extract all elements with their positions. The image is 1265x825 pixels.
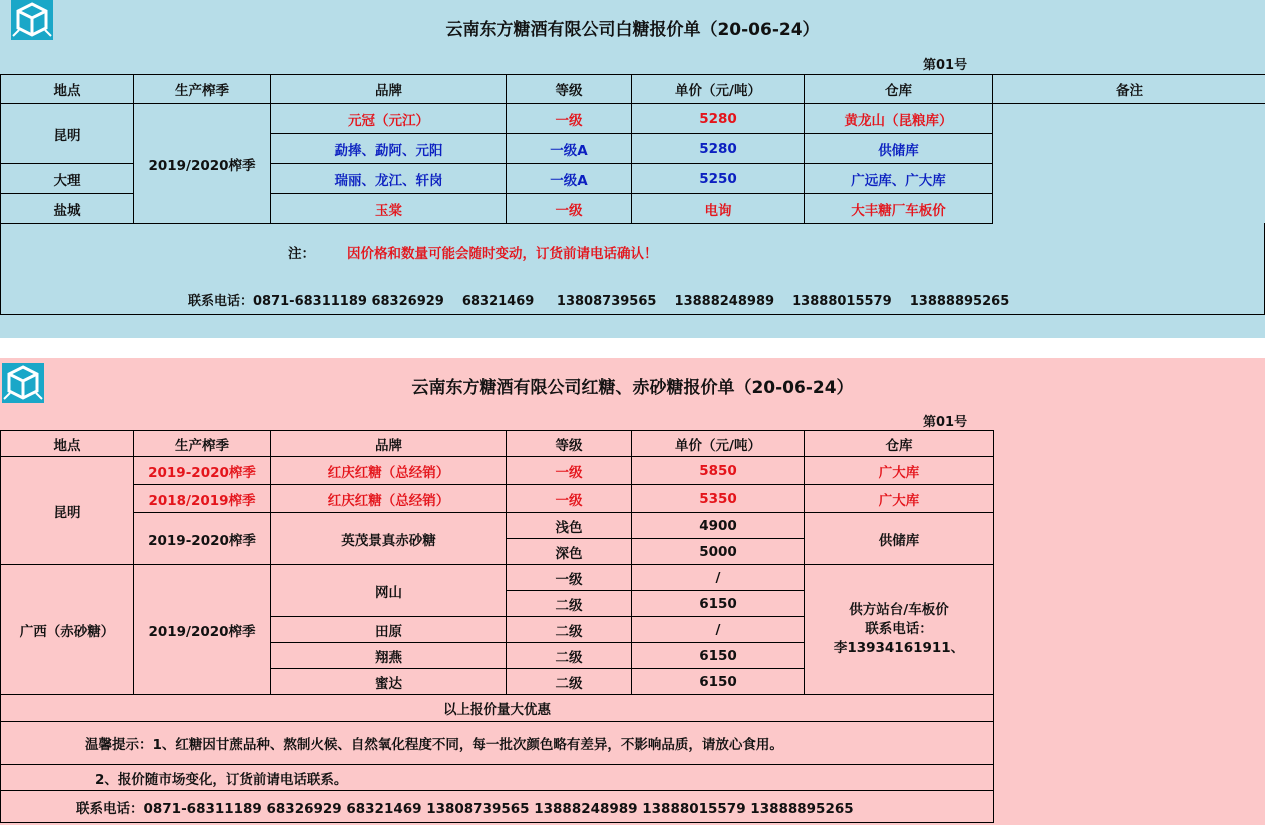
header-warehouse: 仓库 bbox=[805, 431, 994, 457]
brand-cell: 勐捧、勐阿、元阳 bbox=[271, 134, 507, 164]
location-cell: 昆明 bbox=[1, 457, 134, 565]
price-cell: 5000 bbox=[632, 539, 805, 565]
header-location: 地点 bbox=[1, 75, 134, 104]
grade-cell: 一级 bbox=[507, 457, 632, 485]
location-cell: 广西（赤砂糖） bbox=[1, 565, 134, 695]
white-sugar-table bbox=[0, 74, 1265, 224]
header-brand: 品牌 bbox=[271, 75, 507, 104]
price-cell: 6150 bbox=[632, 591, 805, 617]
location-cell: 盐城 bbox=[1, 194, 134, 224]
grade-cell: 一级A bbox=[507, 134, 632, 164]
warehouse-cell: 广大库 bbox=[805, 457, 994, 485]
table-row bbox=[1, 485, 994, 513]
contact-phones: 联系电话：0871-68311189 68326929 68321469 13808739565 13888248989 13888015579 13888895265 bbox=[1, 791, 994, 823]
grade-cell: 深色 bbox=[507, 539, 632, 565]
price-cell: / bbox=[632, 565, 805, 591]
warehouse-cell: 供储库 bbox=[805, 513, 994, 565]
note-label: 注： bbox=[288, 246, 315, 262]
grade-cell: 二级 bbox=[507, 591, 632, 617]
brand-cell: 田原 bbox=[271, 617, 507, 643]
warehouse-cell bbox=[805, 565, 994, 695]
remarks-cell bbox=[993, 104, 1265, 224]
warehouse-cell: 黄龙山（昆粮库） bbox=[805, 104, 993, 134]
discount-note: 以上报价量大优惠 bbox=[1, 695, 994, 722]
warehouse-cell: 广大库 bbox=[805, 485, 994, 513]
price-cell: 电询 bbox=[632, 194, 805, 224]
season-cell: 2019/2020榨季 bbox=[134, 104, 271, 224]
note-text: 因价格和数量可能会随时变动，订货前请电话确认！ bbox=[347, 246, 658, 262]
tip-2: 2、报价随市场变化，订货前请电话联系。 bbox=[1, 765, 994, 791]
grade-cell: 浅色 bbox=[507, 513, 632, 539]
header-grade: 等级 bbox=[507, 75, 632, 104]
season-cell: 2019-2020榨季 bbox=[134, 457, 271, 485]
price-cell: 4900 bbox=[632, 513, 805, 539]
price-cell: 5850 bbox=[632, 457, 805, 485]
header-season: 生产榨季 bbox=[134, 75, 271, 104]
contact-row bbox=[1, 791, 994, 823]
header-remarks: 备注 bbox=[993, 75, 1265, 104]
season-cell: 2019-2020榨季 bbox=[134, 513, 271, 565]
brown-sugar-title: 云南东方糖酒有限公司红糖、赤砂糖报价单（20-06-24） bbox=[411, 378, 854, 398]
location-cell: 昆明 bbox=[1, 104, 134, 164]
grade-cell: 一级A bbox=[507, 164, 632, 194]
table-header-row bbox=[1, 75, 1265, 104]
tip-row bbox=[1, 722, 994, 765]
grade-cell: 二级 bbox=[507, 643, 632, 669]
table-row bbox=[1, 104, 1265, 134]
brand-cell: 红庆红糖（总经销） bbox=[271, 485, 507, 513]
grade-cell: 一级 bbox=[507, 194, 632, 224]
price-cell: 6150 bbox=[632, 643, 805, 669]
sheet-number: 第01号 bbox=[923, 58, 968, 73]
contact-phones: 联系电话：0871-68311189 68326929 68321469 13808739565 13888248989 13888015579 13888895265 bbox=[188, 294, 1010, 309]
brand-cell: 元冠（元江） bbox=[271, 104, 507, 134]
table-row bbox=[1, 513, 994, 539]
header-warehouse: 仓库 bbox=[805, 75, 993, 104]
table-header-row bbox=[1, 431, 994, 457]
grade-cell: 二级 bbox=[507, 617, 632, 643]
header-price: 单价（元/吨） bbox=[632, 431, 805, 457]
season-cell: 2018/2019榨季 bbox=[134, 485, 271, 513]
warehouse-line: 李13934161911、 bbox=[833, 640, 965, 656]
brand-cell: 网山 bbox=[271, 565, 507, 617]
warehouse-cell: 供储库 bbox=[805, 134, 993, 164]
header-grade: 等级 bbox=[507, 431, 632, 457]
season-cell: 2019/2020榨季 bbox=[134, 565, 271, 695]
grade-cell: 二级 bbox=[507, 669, 632, 695]
header-price: 单价（元/吨） bbox=[632, 75, 805, 104]
grade-cell: 一级 bbox=[507, 104, 632, 134]
brown-sugar-table bbox=[0, 430, 994, 823]
price-cell: / bbox=[632, 617, 805, 643]
sheet-number: 第01号 bbox=[923, 415, 968, 430]
price-cell: 5350 bbox=[632, 485, 805, 513]
header-brand: 品牌 bbox=[271, 431, 507, 457]
table-row bbox=[1, 457, 994, 485]
price-cell: 5250 bbox=[632, 164, 805, 194]
header-season: 生产榨季 bbox=[134, 431, 271, 457]
brand-cell: 瑞丽、龙江、轩岗 bbox=[271, 164, 507, 194]
brand-cell: 翔燕 bbox=[271, 643, 507, 669]
white-sugar-title: 云南东方糖酒有限公司白糖报价单（20-06-24） bbox=[445, 20, 820, 40]
grade-cell: 一级 bbox=[507, 565, 632, 591]
brand-cell: 玉棠 bbox=[271, 194, 507, 224]
warehouse-cell: 大丰糖厂车板价 bbox=[805, 194, 993, 224]
warehouse-cell: 广远库、广大库 bbox=[805, 164, 993, 194]
tip-row bbox=[1, 765, 994, 791]
header-location: 地点 bbox=[1, 431, 134, 457]
price-cell: 5280 bbox=[632, 104, 805, 134]
brand-cell: 蜜达 bbox=[271, 669, 507, 695]
price-cell: 5280 bbox=[632, 134, 805, 164]
warehouse-line: 供方站台/车板价 bbox=[849, 602, 949, 618]
brand-cell: 红庆红糖（总经销） bbox=[271, 457, 507, 485]
location-cell: 大理 bbox=[1, 164, 134, 194]
grade-cell: 一级 bbox=[507, 485, 632, 513]
tip-1: 温馨提示：1、红糖因甘蔗品种、熬制火候、自然氧化程度不同，每一批次颜色略有差异，不影响品质，请放心食用。 bbox=[1, 722, 994, 765]
discount-row bbox=[1, 695, 994, 722]
price-cell: 6150 bbox=[632, 669, 805, 695]
brand-cell: 英茂景真赤砂糖 bbox=[271, 513, 507, 565]
warehouse-line: 联系电话： bbox=[865, 621, 933, 637]
table-row bbox=[1, 565, 994, 591]
